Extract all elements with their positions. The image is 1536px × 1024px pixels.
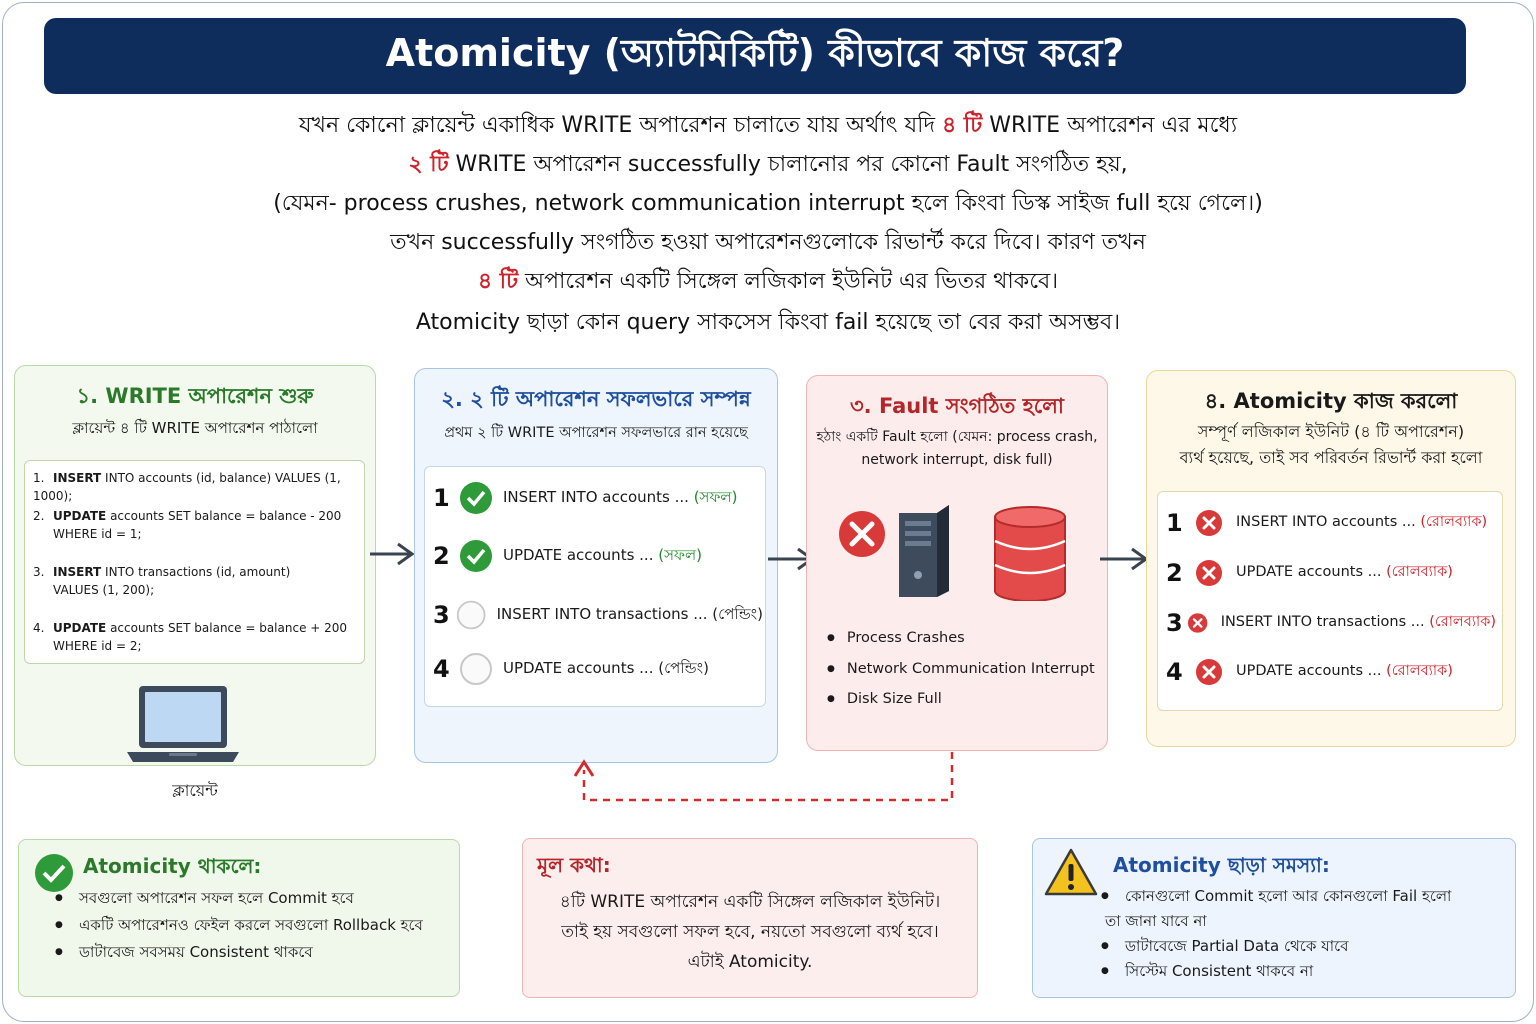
operation-row <box>433 652 763 686</box>
list-item: ● সবগুলো অপারেশন সফল হলে Commit হবে <box>55 885 423 912</box>
operation-number: 3 <box>433 601 450 629</box>
list-item-continuation: তা জানা যাবে না <box>1105 912 1207 930</box>
step-3-subtitle-line: network interrupt, disk full) <box>861 452 1053 468</box>
list-item: ● ডাটাবেজে Partial Data থেকে যাবে <box>1101 934 1451 959</box>
key-point-text <box>523 887 977 977</box>
intro-text: WRITE অপারেশন successfully চালানোর পর কোনো Fault সংগঠিত হয়, <box>448 152 1128 177</box>
intro-line-5 <box>100 262 1436 301</box>
sql-text-cont: WHERE id = 2; <box>53 639 142 653</box>
rollback-row <box>1166 556 1496 590</box>
x-circle-icon <box>1192 655 1226 689</box>
list-item: ● একটি অপারেশনও ফেইল করলে সবগুলো Rollback হবে <box>55 912 423 939</box>
sql-item <box>33 619 361 655</box>
operation-number: 3 <box>1166 609 1183 637</box>
laptop-icon <box>125 684 241 766</box>
key-point-box <box>522 838 978 998</box>
without-atomicity-title: Atomicity ছাড়া সমস্যা: <box>1113 853 1330 877</box>
operation-text: INSERT INTO transactions ... <box>1220 614 1430 630</box>
step-2-panel <box>414 368 778 763</box>
step-4-panel <box>1146 370 1516 747</box>
intro-line-4: তখন successfully সংগঠিত হওয়া অপারেশনগুলোকে রিভার্ন্ট করে দিবে। কারণ তখন <box>390 230 1146 255</box>
operation-number: 1 <box>433 484 450 512</box>
sql-item <box>33 507 361 543</box>
without-atomicity-box <box>1032 838 1516 998</box>
fault-list <box>827 624 1095 716</box>
without-atomicity-list <box>1101 884 1451 984</box>
operation-number: 1 <box>1166 509 1183 537</box>
operation-number: 2 <box>433 542 450 570</box>
step-2-subtitle: প্রথম ২ টি WRITE অপারেশন সফলভারে রান হয়েছে <box>444 425 748 441</box>
step-3-panel <box>806 375 1108 751</box>
client-label: ক্লায়েন্ট <box>172 781 218 800</box>
step-3-title: ৩. Fault সংগঠিত হলো <box>850 394 1064 418</box>
sql-text: INTO transactions (id, amount) <box>101 565 291 579</box>
sql-keyword: INSERT <box>53 565 102 579</box>
operation-status: (রোলব্যাক) <box>1386 564 1453 580</box>
sql-list <box>24 460 365 664</box>
fault-item: ● Disk Size Full <box>827 685 1095 716</box>
operation-text: INSERT INTO accounts ... <box>503 487 694 506</box>
intro-text: WRITE অপারেশন এর মধ্যে <box>982 113 1238 138</box>
database-icon <box>993 505 1067 601</box>
key-point-line: এটাই Atomicity. <box>687 952 813 972</box>
intro-highlight: ৪ টি <box>477 269 519 294</box>
dashed-return-arrow <box>570 748 962 808</box>
intro-line-6: Atomicity ছাড়া কোন query সাকসেস কিংবা fail হয়েছে তা বের করা অসম্ভব। <box>415 310 1121 335</box>
rollback-row <box>1166 606 1496 640</box>
step-1-panel <box>14 365 376 800</box>
key-point-line: তাই হয় সবগুলো সফল হবে, নয়তো সবগুলো ব্যর্থ হবে। <box>561 922 939 942</box>
x-circle-icon <box>1185 606 1210 640</box>
intro-paragraph <box>100 106 1436 342</box>
sql-num: 4. <box>33 621 45 635</box>
operation-text: INSERT INTO accounts ... <box>1236 514 1421 530</box>
step-4-subtitle-line: ব্যর্থ হয়েছে, তাই সব পরিবর্তন রিভার্ন্ট করা হলো <box>1179 448 1483 467</box>
x-circle-icon <box>1192 556 1226 590</box>
intro-highlight: ২ টি <box>408 152 449 177</box>
step-4-subtitle-line: সম্পূর্ণ লজিকাল ইউনিট (৪ টি অপারেশন) <box>1197 422 1465 441</box>
rollback-row <box>1166 655 1496 689</box>
sql-text: accounts SET balance = balance + 200 <box>106 621 348 635</box>
operation-text: UPDATE accounts ... <box>1236 663 1387 679</box>
fault-item: ● Process Crashes <box>827 624 1095 655</box>
empty-circle-icon <box>456 598 486 632</box>
step-4-title: ৪. Atomicity কাজ করলো <box>1204 389 1458 413</box>
operation-status: (সফল) <box>658 545 702 564</box>
list-item: ● ডাটাবেজ সবসময় Consistent থাকবে <box>55 939 423 966</box>
intro-line-3: (যেমন- process crushes, network communication interrupt হলে কিংবা ডিস্ক সাইজ full হয়ে গেলে।) <box>273 191 1263 216</box>
operation-row <box>433 539 763 573</box>
step-3-subtitle-line: হঠাং একটি Fault হলো (যেমন: process crash, <box>816 429 1098 445</box>
check-circle-icon <box>459 539 493 573</box>
operation-number: 4 <box>433 655 450 683</box>
operation-number: 4 <box>1166 658 1183 686</box>
operation-row <box>433 598 763 632</box>
step-4-subtitle <box>1147 419 1515 471</box>
step-2-title: ২. ২ টি অপারেশন সফলভারে সম্পন্ন <box>441 387 751 411</box>
step-1-title: ১. WRITE অপারেশন শুরু <box>76 384 314 408</box>
server-tower-icon <box>893 503 953 599</box>
intro-line-1 <box>100 106 1436 145</box>
rollback-list <box>1157 491 1503 711</box>
intro-text: অপারেশন একটি সিঙ্গেল লজিকাল ইউনিট এর ভিতর থাকবে। <box>518 269 1059 294</box>
sql-keyword: INSERT <box>53 471 102 485</box>
key-point-line: ৪টি WRITE অপারেশন একটি সিঙ্গেল লজিকাল ইউনিট। <box>559 892 941 912</box>
sql-num: 1. <box>33 471 45 485</box>
rollback-row <box>1166 506 1496 540</box>
sql-text: accounts SET balance = balance - 200 <box>106 509 342 523</box>
sql-num: 3. <box>33 565 45 579</box>
operation-status: (পেন্ডিং) <box>712 604 763 623</box>
list-item: ● কোনগুলো Commit হলো আর কোনগুলো Fail হলো <box>1101 884 1451 909</box>
operation-text: UPDATE accounts ... <box>503 545 659 564</box>
x-circle-icon <box>1192 506 1226 540</box>
sql-text-cont: VALUES (1, 200); <box>53 583 155 597</box>
operations-list <box>424 466 766 707</box>
with-atomicity-title: Atomicity থাকলে: <box>83 854 262 878</box>
intro-text: যখন কোনো ক্লায়েন্ট একাধিক WRITE অপারেশন চালাতে যায় অর্থাৎ যদি <box>298 113 942 138</box>
with-atomicity-box <box>18 839 460 997</box>
intro-highlight: ৪ টি <box>942 113 983 138</box>
page-title <box>44 18 1466 94</box>
step-3-subtitle <box>807 426 1107 472</box>
sql-item <box>33 563 361 599</box>
operation-text: UPDATE accounts ... <box>1236 564 1387 580</box>
step-1-subtitle: ক্লায়েন্ট ৪ টি WRITE অপারেশন পাঠালো <box>72 419 318 437</box>
with-atomicity-list <box>55 885 423 966</box>
fault-item: ● Network Communication Interrupt <box>827 655 1095 686</box>
key-point-title: মূল কথা: <box>537 853 611 877</box>
sql-keyword: UPDATE <box>53 509 107 523</box>
operation-row <box>433 481 763 515</box>
operation-text: INSERT INTO transactions ... <box>496 604 713 623</box>
sql-text-cont: WHERE id = 1; <box>53 527 142 541</box>
check-circle-icon <box>459 481 493 515</box>
fault-illustration <box>807 501 1107 611</box>
empty-circle-icon <box>459 652 493 686</box>
operation-text: UPDATE accounts ... <box>503 658 659 677</box>
intro-line-2 <box>100 145 1436 184</box>
sql-keyword: UPDATE <box>53 621 107 635</box>
x-circle-icon <box>837 509 887 559</box>
warning-triangle-icon <box>1043 847 1099 897</box>
list-item: ● সিস্টেম Consistent থাকবে না <box>1101 959 1451 984</box>
sql-num: 2. <box>33 509 45 523</box>
sql-text: INTO accounts (id, balance) VALUES (1, 1000); <box>33 471 341 503</box>
operation-status: (সফল) <box>693 487 738 506</box>
operation-number: 2 <box>1166 559 1183 587</box>
arrow-right-icon <box>1098 545 1150 573</box>
page-title-text: Atomicity (অ্যাটমিকিটি) কীভাবে কাজ করে? <box>385 31 1125 75</box>
arrow-right-icon <box>368 540 416 568</box>
sql-item <box>33 469 361 505</box>
operation-status: (পেন্ডিং) <box>658 658 709 677</box>
operation-status: (রোলব্যাক) <box>1386 663 1453 679</box>
operation-status: (রোলব্যাক) <box>1429 614 1496 630</box>
operation-status: (রোলব্যাক) <box>1420 514 1488 530</box>
